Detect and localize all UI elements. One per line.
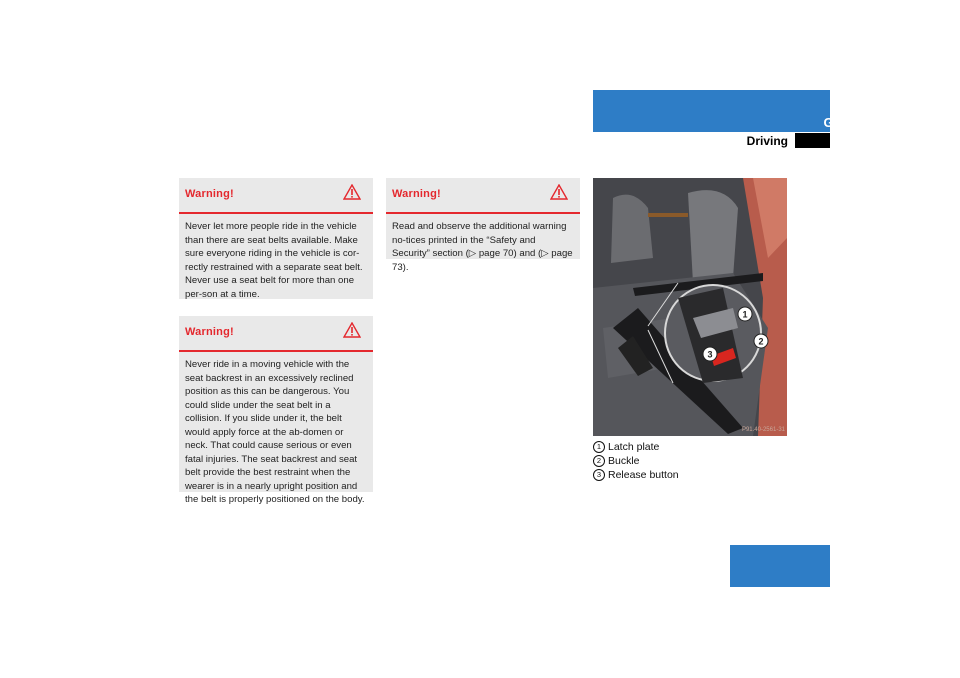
legend-item <box>593 468 679 482</box>
legend-number: 2 <box>593 455 605 467</box>
legend-number: 1 <box>593 441 605 453</box>
warning-triangle-icon <box>343 184 361 200</box>
legend-label: Release button <box>608 469 679 481</box>
svg-text:3: 3 <box>707 349 713 360</box>
figure-code: P91.40-2561-31 <box>741 427 785 433</box>
warning-box-reclined <box>179 316 373 505</box>
legend-item <box>593 454 679 468</box>
legend-number: 3 <box>593 469 605 481</box>
svg-text:1: 1 <box>742 309 748 320</box>
section-title: Getting started <box>823 115 916 130</box>
seat-belt-photo <box>593 178 787 436</box>
warning-triangle-icon <box>343 322 361 338</box>
subsection-title: Driving <box>746 134 788 148</box>
page-number-box <box>730 545 830 587</box>
page-number: 47 <box>888 550 902 564</box>
warning-text: Read and observe the additional warning no-tices printed in the “Safety and Security” section (▷ page 70) and (▷ page 73). <box>392 221 573 273</box>
warning-text: Never let more people ride in the vehicle than there are seat belts available. Make sure everyone riding in the vehicle is cor-rectly restrained with a separate seat belt. Never use a seat belt for more than one per-son at a time. <box>185 221 363 300</box>
header-bar <box>593 90 830 132</box>
warning-title: Warning! <box>185 326 234 338</box>
seat-belt-illustration <box>593 178 787 436</box>
legend-item <box>593 440 679 454</box>
warning-triangle-icon <box>550 184 568 200</box>
warning-header <box>179 178 373 214</box>
legend-label: Buckle <box>608 455 640 467</box>
warning-header <box>179 316 373 352</box>
legend-label: Latch plate <box>608 441 660 453</box>
warning-title: Warning! <box>185 188 234 200</box>
warning-header <box>386 178 580 214</box>
subsection-marker <box>795 133 830 148</box>
figure-legend <box>593 440 679 482</box>
warning-box-additional <box>386 178 580 273</box>
svg-text:2: 2 <box>758 336 764 347</box>
warning-box-seat-count <box>179 178 373 299</box>
warning-title: Warning! <box>392 188 441 200</box>
warning-text: Never ride in a moving vehicle with the seat backrest in an excessively reclined position as this can be dangerous. You could slide under the seat belt in a collision. If you slide under it, the belt would apply force at the ab-domen or neck. That could cause serious or even fatal injuries. The seat backrest and seat belt provide the best restraint when the wearer is in a nearly upright position and the belt is properly positioned on the body. <box>185 359 365 505</box>
